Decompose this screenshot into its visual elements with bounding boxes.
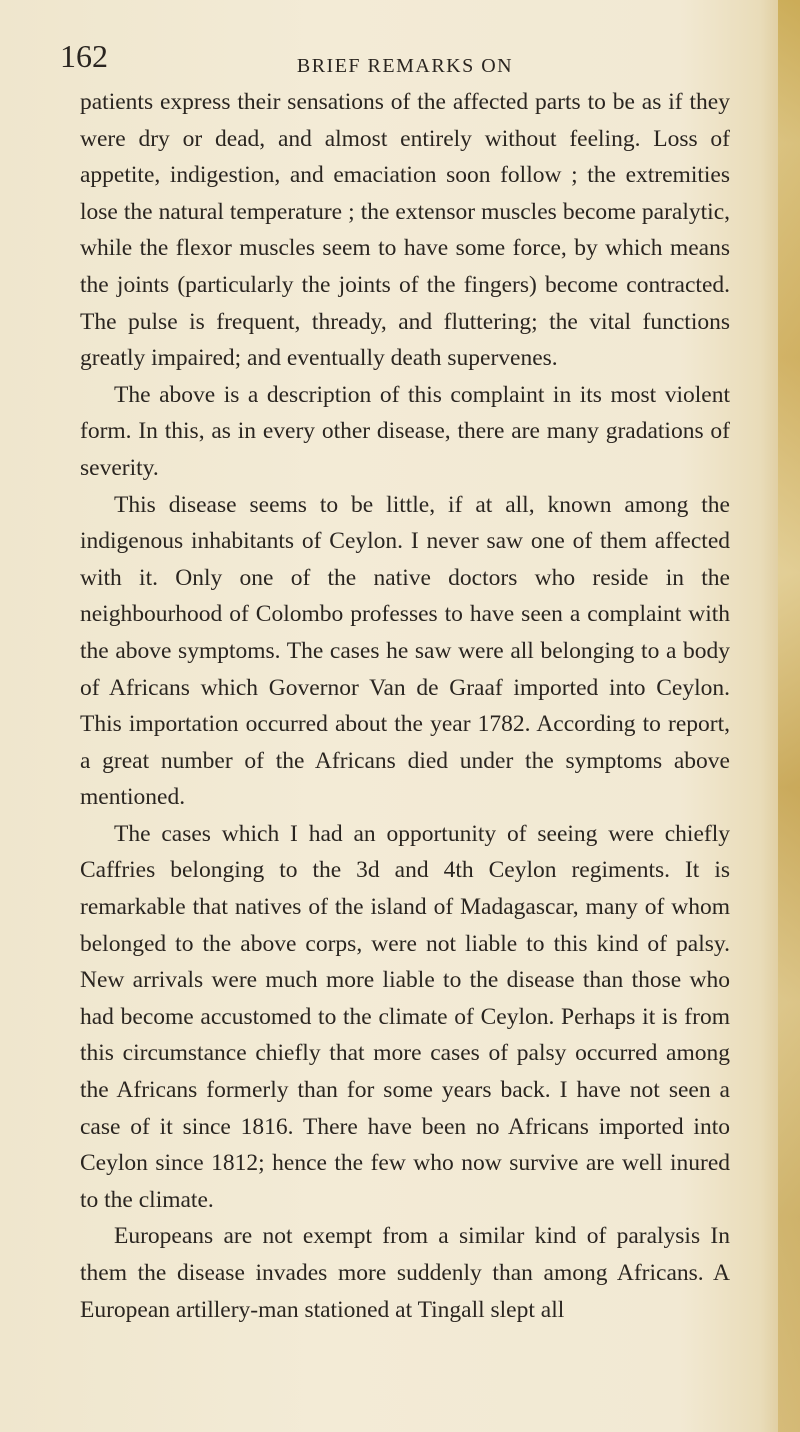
paragraph-4: The cases which I had an opportunity of seeing were chiefly Caffries belonging to the 3d and 4th Ceylon regiments. It is remarkable that natives of the island of Madagascar, many of whom belonged to the above corps, were not liable to this kind of palsy. New arrivals were much more liable to the disease than those who had become accustomed to the climate of Ceylon. Perhaps it is from this circumstance chiefly that more cases of palsy occurred among the Africans formerly than for some years back. I have not seen a case of it since 1816. There have been no Africans imported into Ceylon since 1812; hence the few who now survive are well inured to the climate. <box>80 820 730 1213</box>
page-header <box>60 36 750 86</box>
paragraph-3: This disease seems to be little, if at all, known among the indigenous inhabitants of Ceylon. I never saw one of them affected with it. Only one of the native doctors who reside in the neighbourhood of Colombo professes to have seen a complaint with the above symptoms. The cases he saw were all belonging to a body of Africans which Governor Van de Graaf imported into Ceylon. This importation occurred about the year 1782. According to report, a great number of the Africans died under the symptoms above mentioned. <box>80 491 730 811</box>
paragraph-1: patients express their sensations of the affected parts to be as if they were dry or dead, and almost entirely without feeling. Loss of appetite, indigestion, and emaciation soon follow ; the extremities lose the natural temperature ; the extensor muscles become paralytic, while the flexor muscles seem to have some force, by which means the joints (particularly the joints of the fingers) become contracted. The pulse is frequent, thready, and fluttering; the vital functions greatly impaired; and eventually death supervenes. <box>80 89 730 372</box>
page-number: 162 <box>60 38 108 74</box>
running-head: BRIEF REMARKS ON <box>296 55 514 77</box>
paragraph-5: Europeans are not exempt from a similar kind of paralysis In them the disease invades more suddenly than among Africans. A European artillery-man stationed at Tingall slept all <box>80 1223 730 1323</box>
page-edge-discoloration <box>778 0 800 1432</box>
body-text <box>80 84 730 1328</box>
paragraph-2: The above is a description of this complaint in its most violent form. In this, as in every other disease, there are many gradations of severity. <box>80 381 730 481</box>
